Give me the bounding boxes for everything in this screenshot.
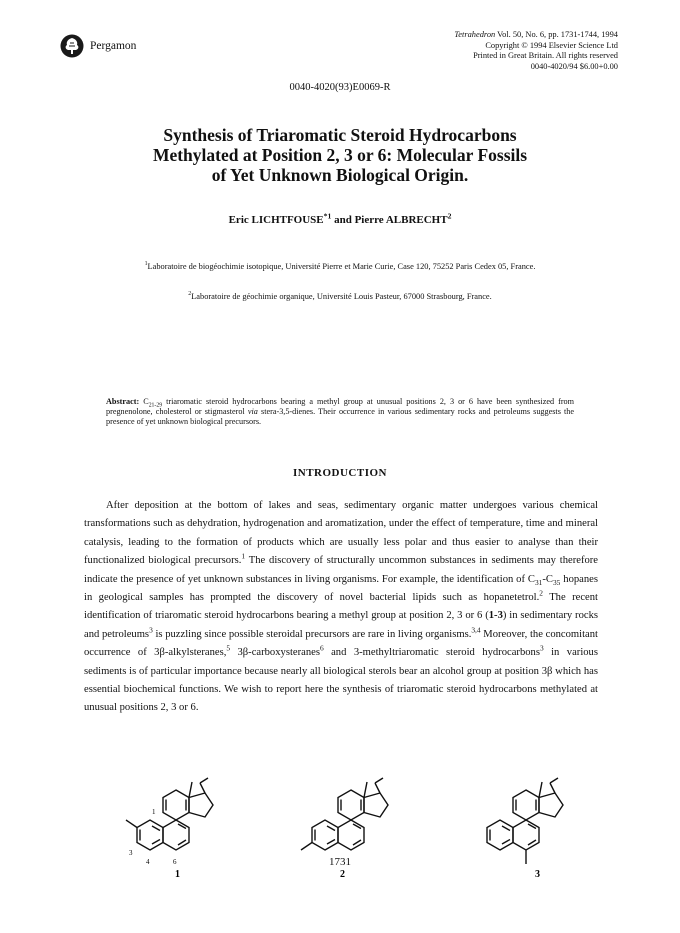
compound-label-3: 3 (535, 869, 540, 880)
author-1: Eric LICHTFOUSE (228, 214, 324, 226)
svg-text:3: 3 (129, 849, 133, 857)
authors-line: Eric LICHTFOUSE$^{*1}$ and Pierre ALBRECHT$^2$ (228, 211, 452, 226)
publisher-name: Pergamon (90, 40, 137, 52)
svg-text:4: 4 (146, 858, 150, 866)
price-line: 0040-4020/94 $6.00+0.00 (530, 61, 618, 71)
author-2: Pierre ALBRECHT (354, 214, 448, 226)
article-title: Synthesis of Triaromatic Steroid Hydrocarbons Methylated at Position 2, 3 or 6: Molecular Fossils of Yet Unknown Biological Origin. (152, 125, 528, 185)
journal-citation: Tetrahedron Vol. 50, No. 6, pp. 1731-1744, 1994 (454, 30, 618, 39)
pergamon-tree-icon (60, 34, 84, 58)
abstract: Abstract: $C_{21-29}$ triaromatic steroid hydrocarbons bearing a methyl group at unusual positions 2, 3 or 6 have been synthesized from pregnenolone, cholesterol or stigmasterol via stera-3,5-dienes. Their occurrence in various sedimentary rocks and petroleums suggests the presence of yet unknown biological precursors. (106, 397, 575, 427)
article-code: 0040-4020(93)E0069-R (289, 82, 391, 93)
abstract-label: Abstract: (106, 397, 140, 406)
journal-name: Tetrahedron (454, 30, 496, 39)
copyright-line: Copyright © 1994 Elsevier Science Ltd (485, 40, 618, 50)
page-number: 1731 (329, 856, 351, 868)
publisher-logo (60, 34, 136, 58)
section-heading-introduction: INTRODUCTION (292, 467, 387, 479)
compound-label-2: 2 (340, 869, 345, 880)
introduction-paragraph: After deposition at the bottom of lakes and seas, sedimentary organic matter undergoes various chemical transformations such as dehydration, hydrogenation and aromatization, under the effect of temperature, time and mineral catalysis, leading to the formation of products which are usually less polar and thus easier to analyse than their functionalized biological precursors.$^1$ The discovery of structurally uncommon substances in sediments may therefore indicate the presence of yet unknown substances in living organisms. For example, the identification of $C_{31}-C_{35}$ hopanes in geological samples has prompted the discovery of novel bacterial lipids such as hopanetetrol.$^2$ The recent identification of triaromatic steroid hydrocarbons bearing a methyl group at position 2, 3 or 6 (1-3) in sedimentary rocks and petroleums$^3$ is puzzling since possible steroidal precursors are rare in living organisms.$^{3,4}$ Moreover, the concomitant occurrence of 3β-alkylsteranes,$^5$ 3β-carboxysteranes$^6$ and 3-methyltriaromatic steroid hydrocarbons$^3$ in various sediments is of particular importance because nearly all biological sterols bear an alcohol group at position 3β which has essential biochemical functions. We wish to report here the synthesis of triaromatic steroid hydrocarbons methylated at unusual positions 2, 3 or 6. (84, 500, 599, 714)
printed-line: Printed in Great Britain. All rights reserved (473, 51, 618, 61)
svg-text:6: 6 (173, 858, 177, 866)
affiliation-2: $^2$Laboratoire de géochimie organique, Université Louis Pasteur, 67000 Strasbourg, France. (188, 291, 492, 301)
compound-label-1: 1 (175, 869, 180, 880)
publication-info (454, 30, 618, 72)
chemical-structures-figure (100, 750, 600, 900)
affiliation-1: $^1$Laboratoire de biogéochimie isotopique, Université Pierre et Marie Curie, Case 120, 75252 Paris Cedex 05, France. (144, 261, 536, 271)
svg-text:1: 1 (152, 808, 156, 816)
